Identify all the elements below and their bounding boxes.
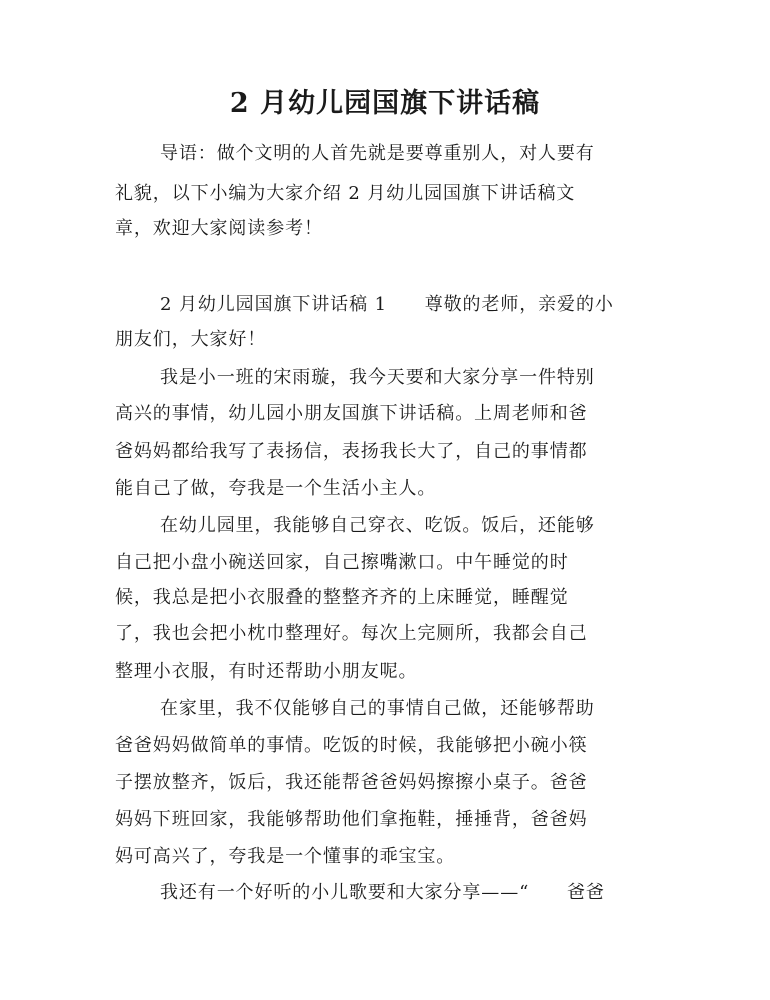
paragraph-3-line-3: 子摆放整齐，饭后，我还能帮爸爸妈妈擦擦小桌子。爸爸 bbox=[115, 772, 588, 793]
paragraph-3-line-4: 妈妈下班回家，我能够帮助他们拿拖鞋，捶捶背，爸爸妈 bbox=[115, 809, 588, 830]
paragraph-2-line-2: 自己把小盘小碗送回家，自己擦嘴漱口。中午睡觉的时 bbox=[115, 552, 569, 573]
paragraph-3-line-2: 爸爸妈妈做简单的事情。吃饭的时候，我能够把小碗小筷 bbox=[115, 735, 588, 756]
paragraph-1-line-1: 我是小一班的宋雨璇，我今天要和大家分享一件特别 bbox=[160, 367, 595, 388]
greeting-line: 朋友们，大家好！ bbox=[115, 329, 267, 350]
speech-heading-line: 2 月幼儿园国旗下讲话稿 1 尊敬的老师，亲爱的小 bbox=[160, 294, 614, 315]
intro-line-3: 章，欢迎大家阅读参考！ bbox=[115, 218, 323, 239]
paragraph-4-line-1: 我还有一个好听的小儿歌要和大家分享——“ 爸爸 bbox=[160, 882, 605, 903]
document-title: 2 月幼儿园国旗下讲话稿 bbox=[229, 88, 541, 119]
paragraph-1-line-2: 高兴的事情，幼儿园小朋友国旗下讲话稿。上周老师和爸 bbox=[115, 403, 588, 424]
paragraph-1-line-3: 爸妈妈都给我写了表扬信，表扬我长大了，自己的事情都 bbox=[115, 441, 588, 462]
intro-line-1: 导语：做个文明的人首先就是要尊重别人，对人要有 bbox=[160, 143, 595, 164]
intro-line-2: 礼貌，以下小编为大家介绍 2 月幼儿园国旗下讲话稿文 bbox=[115, 183, 576, 204]
paragraph-3-line-1: 在家里，我不仅能够自己的事情自己做，还能够帮助 bbox=[160, 698, 595, 719]
paragraph-2-line-1: 在幼儿园里，我能够自己穿衣、吃饭。饭后，还能够 bbox=[160, 515, 595, 536]
paragraph-2-line-3: 候，我总是把小衣服叠的整整齐齐的上床睡觉，睡醒觉 bbox=[115, 587, 569, 608]
paragraph-1-line-4: 能自己了做，夸我是一个生活小主人。 bbox=[115, 478, 437, 499]
paragraph-3-line-5: 妈可高兴了，夸我是一个懂事的乖宝宝。 bbox=[115, 846, 456, 867]
paragraph-2-line-4: 了，我也会把小枕巾整理好。每次上完厕所，我都会自己 bbox=[115, 623, 588, 644]
paragraph-2-line-5: 整理小衣服，有时还帮助小朋友呢。 bbox=[115, 661, 418, 682]
